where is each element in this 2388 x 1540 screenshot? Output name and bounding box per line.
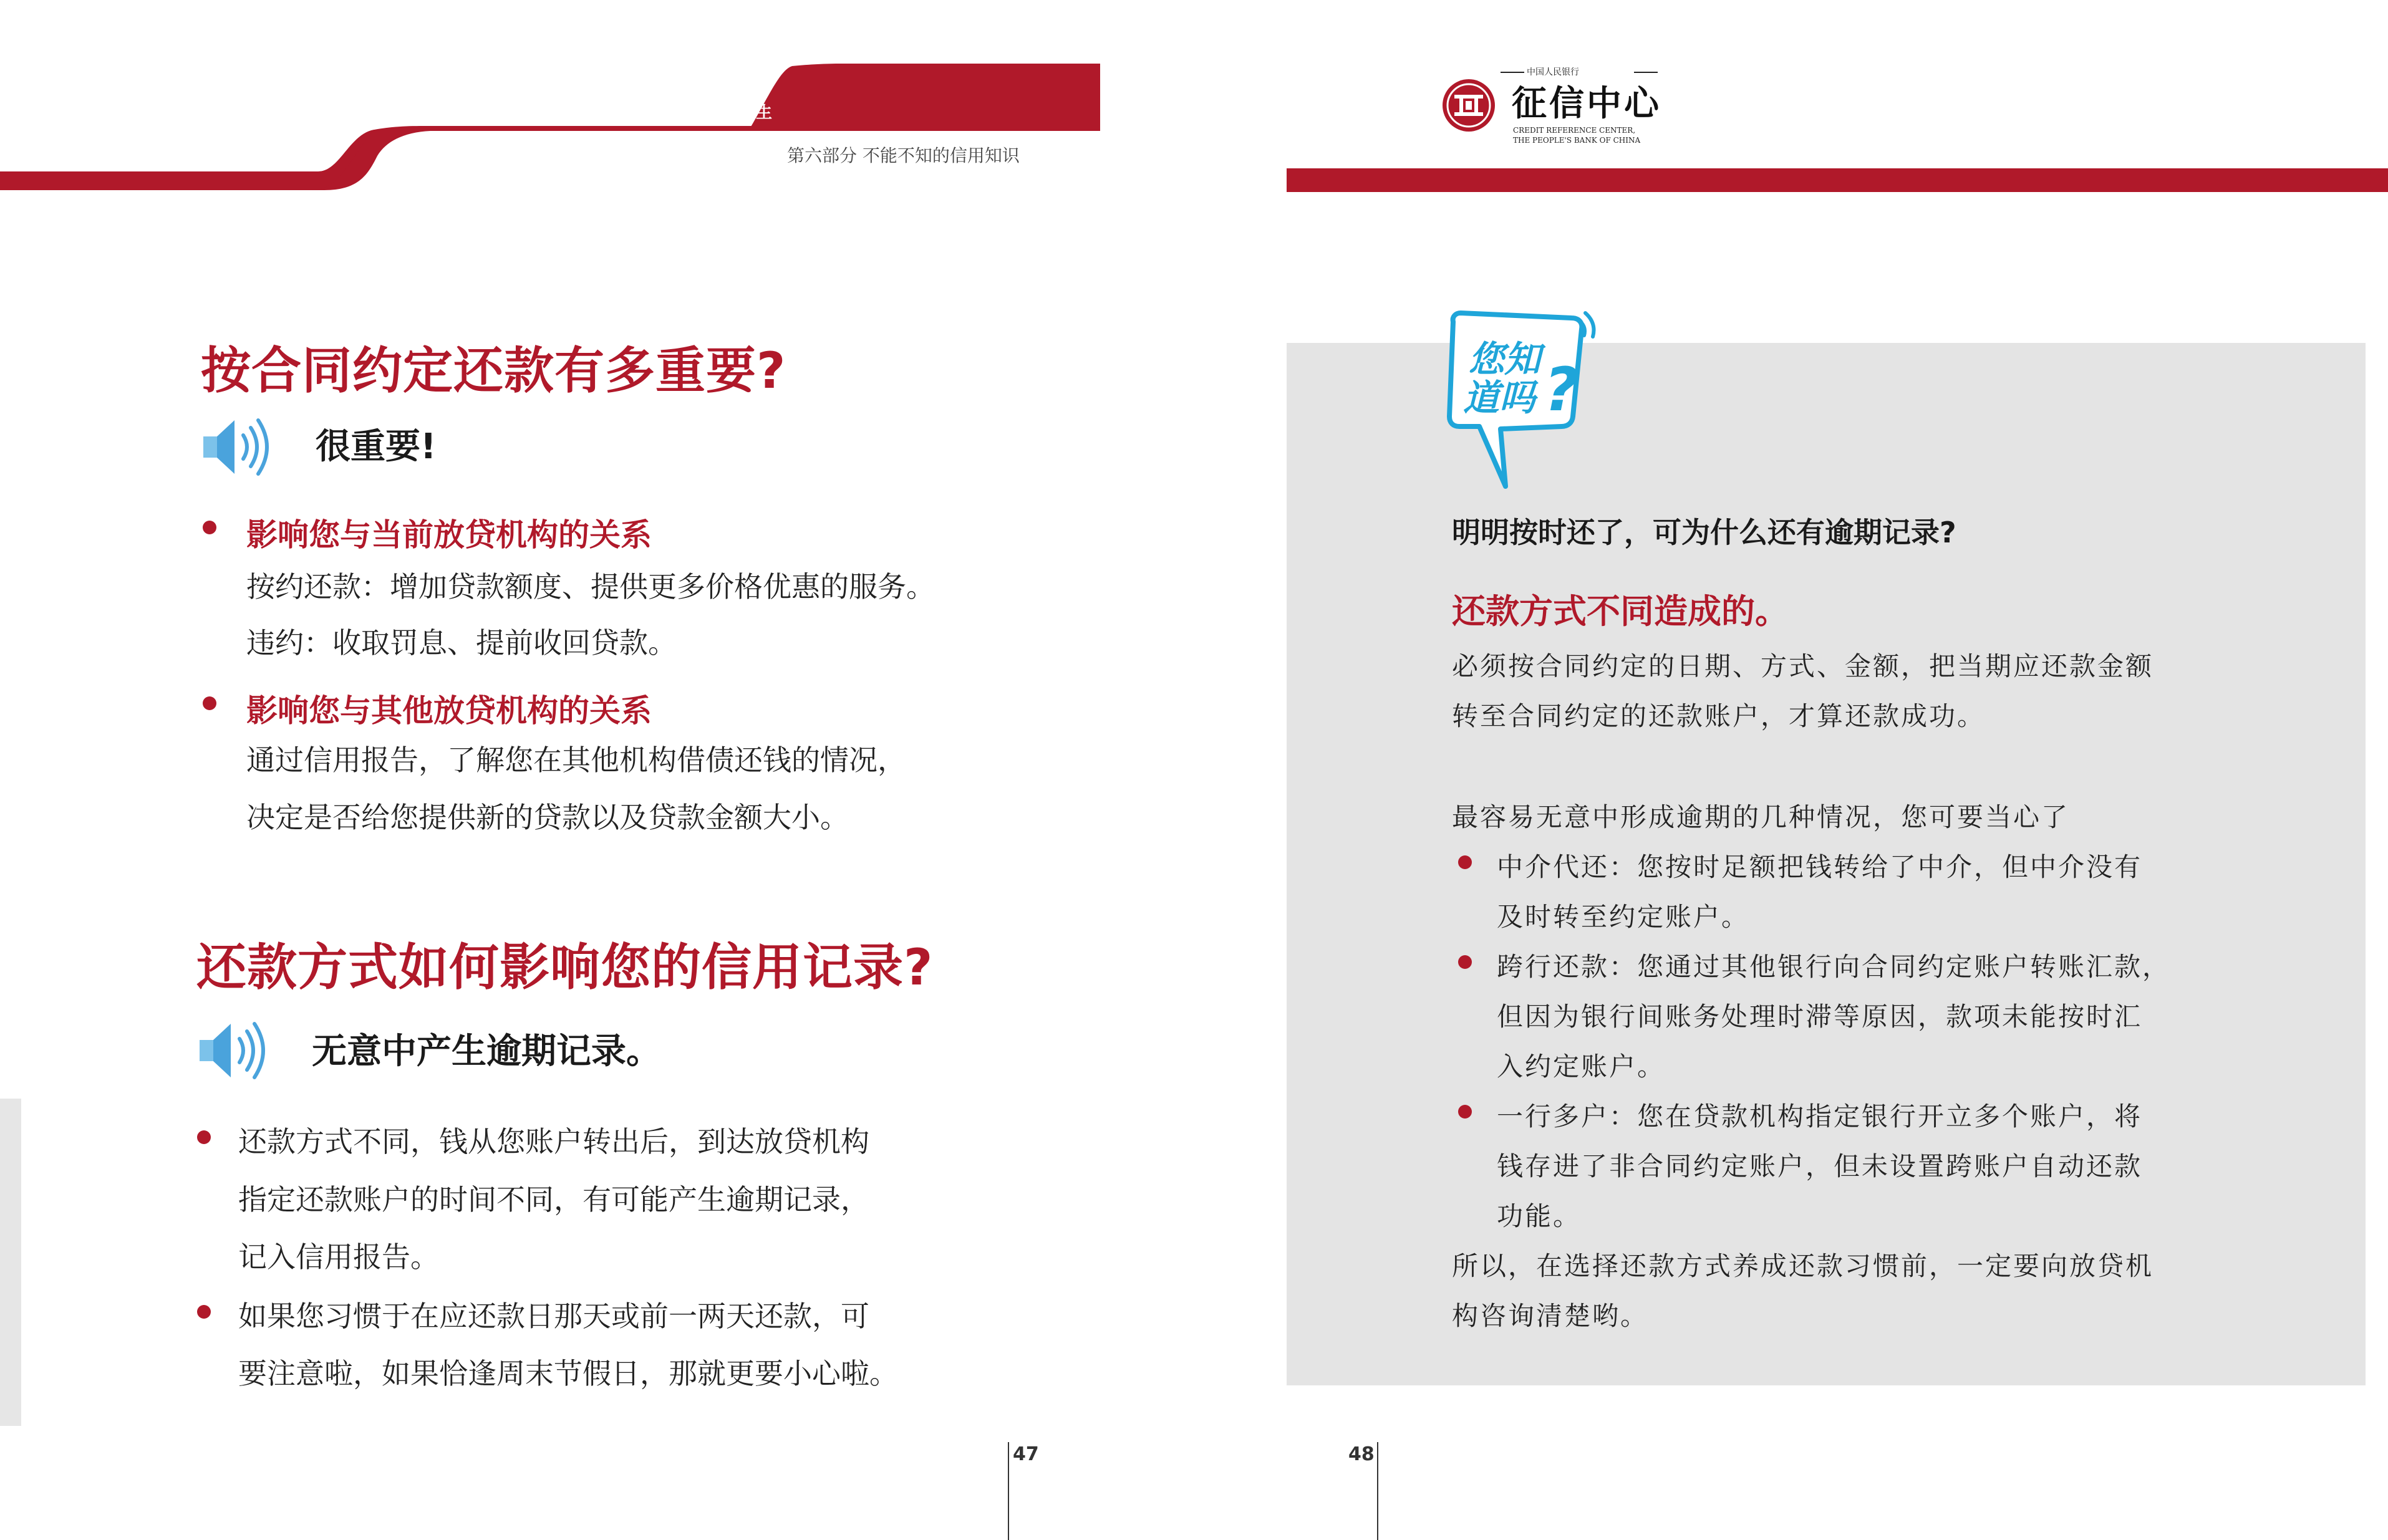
panel-bullet-line: 中介代还：您按时足额把钱转给了中介，但中介没有	[1497, 852, 2143, 882]
page-number-rule	[1008, 1442, 1009, 1540]
bubble-text-line2: 道吗	[1463, 377, 1536, 419]
bullet-dot	[197, 1130, 211, 1144]
panel-answer: 还款方式不同造成的。	[1452, 592, 1789, 631]
speaker-icon	[195, 1016, 269, 1085]
left-header-banner	[0, 56, 1104, 193]
body-line: 记入信用报告。	[238, 1240, 439, 1274]
bullet-dot	[1458, 1105, 1472, 1119]
section-label: 第六部分 不能不知的信用知识	[787, 145, 1020, 166]
panel-question: 明明按时还了，可为什么还有逾期记录?	[1452, 516, 1956, 549]
panel-closing-line: 构咨询清楚哟。	[1452, 1301, 1649, 1331]
body-line: 指定还款账户的时间不同，有可能产生逾期记录，	[238, 1183, 869, 1216]
speaker-icon	[198, 413, 273, 481]
panel-bullet-line: 跨行还款：您通过其他银行向合同约定账户转账汇款，	[1497, 951, 2171, 982]
body-line: 要注意啦，如果恰逢周末节假日，那就更要小心啦。	[238, 1357, 898, 1390]
body-line: 通过信用报告，了解您在其他机构借债还钱的情况，	[246, 743, 906, 777]
page-number-rule	[1377, 1442, 1378, 1540]
panel-bullet-line: 功能。	[1497, 1201, 1582, 1231]
did-you-know-bubble-icon	[1441, 304, 1615, 498]
page-number-left: 47	[1013, 1443, 1039, 1465]
answer-2: 无意中产生逾期记录。	[312, 1031, 661, 1072]
page-number-right: 48	[1348, 1443, 1375, 1465]
bullet-dot	[1458, 955, 1472, 969]
body-line: 还款方式不同，钱从您账户转出后，到达放贷机构	[238, 1125, 869, 1158]
panel-bullet-line: 但因为银行间账务处理时滞等原因，款项未能按时汇	[1497, 1001, 2143, 1032]
page-edge-tab	[0, 1099, 21, 1426]
panel-bullet-line: 一行多户：您在贷款机构指定银行开立多个账户，将	[1497, 1101, 2143, 1132]
logo-rule	[1501, 72, 1524, 73]
bubble-question-mark: ?	[1544, 355, 1579, 425]
seal-logo-icon	[1441, 76, 1497, 135]
bullet-dot	[203, 521, 216, 534]
body-line: 决定是否给您提供新的贷款以及贷款金额大小。	[246, 801, 849, 834]
panel-bullet-line: 钱存进了非合同约定账户，但未设置跨账户自动还款	[1497, 1151, 2143, 1181]
logo-name: 征信中心	[1512, 83, 1661, 124]
question-title-2: 还款方式如何影响您的信用记录?	[196, 938, 934, 996]
body-line: 按约还款：增加贷款额度、提供更多价格优惠的服务。	[246, 570, 935, 604]
sub-heading-other-lenders: 影响您与其他放贷机构的关系	[246, 693, 652, 729]
answer-1: 很重要!	[316, 426, 437, 467]
bullet-dot	[203, 696, 216, 710]
panel-intro-line: 必须按合同约定的日期、方式、金额，把当期应还款金额	[1452, 651, 2154, 681]
right-header-band	[1287, 168, 2388, 192]
panel-bullet-line: 及时转至约定账户。	[1497, 902, 1750, 932]
logo-top-text: 中国人民银行	[1527, 67, 1579, 77]
logo-rule	[1634, 72, 1658, 73]
panel-closing-line: 所以，在选择还款方式养成还款习惯前，一定要向放贷机	[1452, 1251, 2154, 1281]
logo-english-line-1: CREDIT REFERENCE CENTER,	[1513, 126, 1636, 135]
panel-intro-line: 转至合同约定的还款账户，才算还款成功。	[1452, 701, 1986, 731]
sub-heading-current-lender: 影响您与当前放贷机构的关系	[246, 517, 652, 553]
question-title-1: 按合同约定还款有多重要?	[201, 342, 786, 400]
bullet-dot	[1458, 855, 1472, 869]
bubble-text-line1: 您知	[1468, 338, 1541, 380]
body-line: 如果您习惯于在应还款日那天或前一两天还款，可	[238, 1299, 869, 1333]
logo-english-line-2: THE PEOPLE'S BANK OF CHINA	[1513, 136, 1641, 145]
header-slogan: 珍爱信用记录 享受幸福人生	[564, 103, 773, 122]
bullet-dot	[197, 1305, 211, 1319]
body-line: 违约：收取罚息、提前收回贷款。	[246, 626, 677, 660]
panel-list-intro: 最容易无意中形成逾期的几种情况，您可要当心了	[1452, 802, 2070, 832]
panel-bullet-line: 入约定账户。	[1497, 1051, 1666, 1082]
